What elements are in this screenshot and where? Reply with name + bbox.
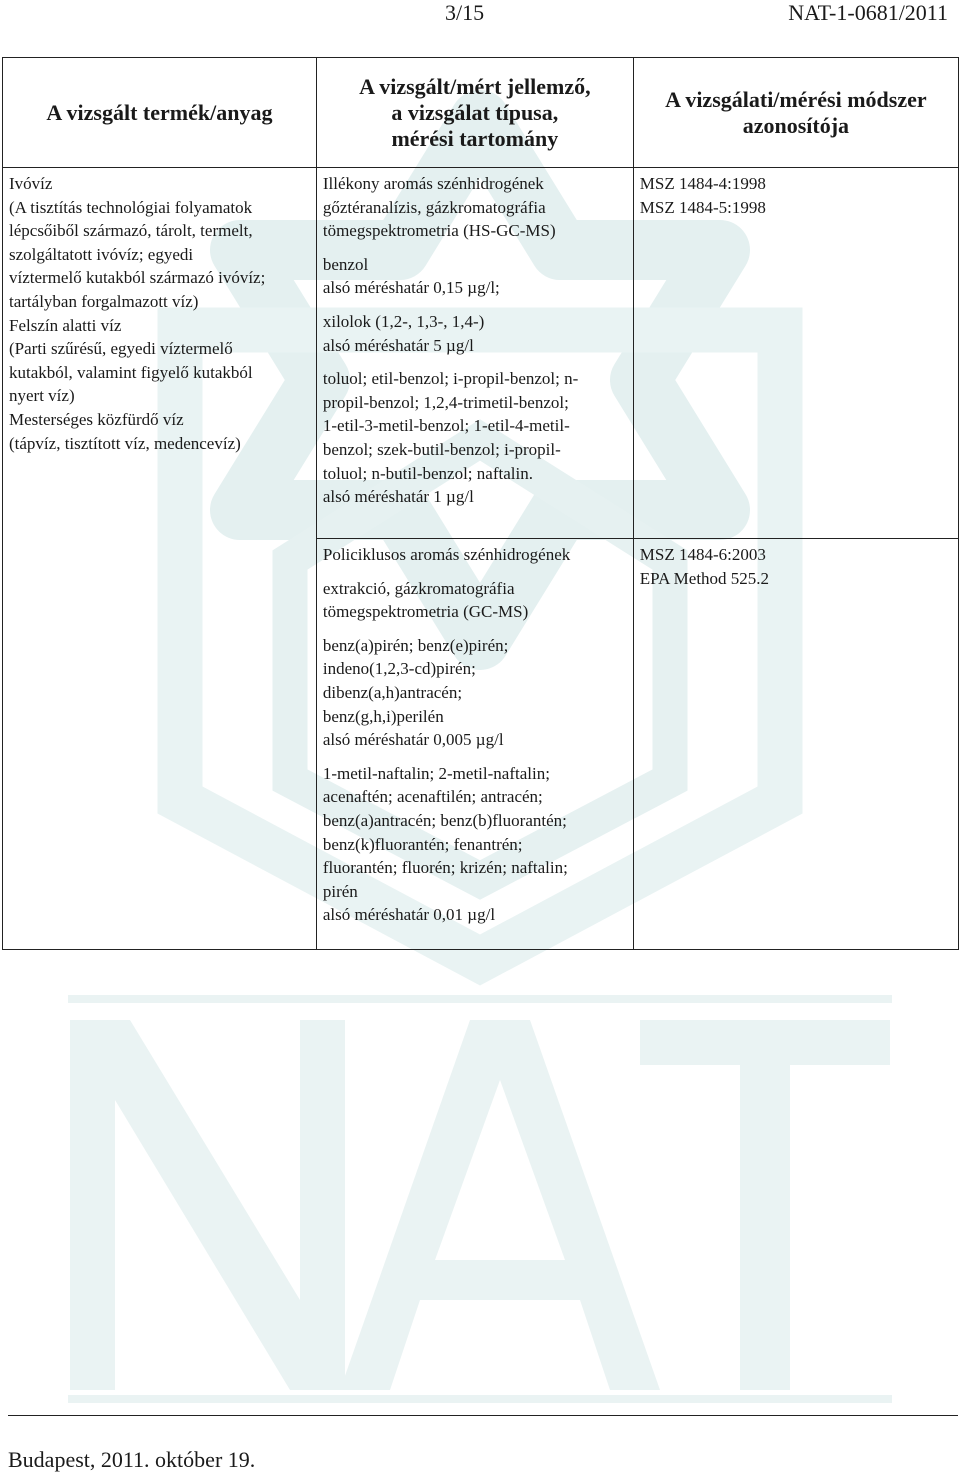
analyte-group: xilolok (1,2-, 1,3-, 1,4-) alsó méréshatár 5 µg/l — [322, 311, 485, 355]
column-header-product: A vizsgált termék/anyag — [3, 58, 317, 168]
column-header-characteristic: A vizsgált/mért jellemző, a vizsgálat típusa, mérési tartomány — [316, 58, 633, 168]
analyte-group: benz(a)pirén; benz(e)pirén; indeno(1,2,3-cd)pirén; dibenz(a,h)antracén; benz(g,h,i)perilén alsó méréshatár 0,005 µg/l — [322, 635, 509, 750]
analyte-group: benzol alsó méréshatár 0,15 µg/l; — [322, 254, 500, 298]
column-header-method: A vizsgálati/mérési módszer azonosítója — [633, 58, 958, 168]
characteristic-cell — [316, 539, 633, 950]
method-cell: MSZ 1484-6:2003 EPA Method 525.2 — [633, 539, 958, 950]
page-number: 3/15 — [445, 0, 485, 25]
document-id: NAT-1-0681/2011 — [788, 0, 948, 25]
table-row — [3, 168, 959, 539]
footer-divider — [8, 1415, 958, 1416]
analyte-group: 1-metil-naftalin; 2-metil-naftalin; acenaftén; acenaftilén; antracén; benz(a)antracén; benz(b)fluorantén; benz(k)fluorantén; fenantrén; fluorantén; fluorén; krizén; naftalin; pirén alsó méréshatár 0,01 µg/l — [322, 763, 568, 925]
footer-place-date: Budapest, 2011. október 19. — [8, 1447, 256, 1472]
analysis-type: extrakció, gázkromatográfia tömegspektrometria (GC-MS) — [322, 578, 529, 622]
product-cell: Ivóvíz (A tisztítás technológiai folyamatok lépcsőiből származó, tárolt, termelt, szolgáltatott ivóvíz; egyedi víztermelő kutakból származó ivóvíz; tartályban forgalmazott víz) Felszín alatti víz (Parti szűrésű, egyedi víztermelő kutakból, valamint figyelő kutakból nyert víz) Mesterséges közfürdő víz (tápvíz, tisztított víz, medencevíz) — [3, 168, 317, 950]
method-cell: MSZ 1484-4:1998 MSZ 1484-5:1998 — [633, 168, 958, 539]
analysis-type: Illékony aromás szénhidrogének gőztéranalízis, gázkromatográfia tömegspektrometria (HS-GC-MS) — [322, 174, 556, 241]
accreditation-scope-table — [2, 57, 959, 950]
characteristic-cell — [316, 168, 633, 539]
analysis-title: Policiklusos aromás szénhidrogének — [322, 545, 571, 564]
table-header-row — [3, 58, 959, 168]
analyte-group: toluol; etil-benzol; i-propil-benzol; n- propil-benzol; 1,2,4-trimetil-benzol; 1-etil-3-metil-benzol; 1-etil-4-metil- benzol; szek-butil-benzol; i-propil- toluol; n-butil-benzol; naftalin. alsó méréshatár 1 µg/l — [322, 369, 579, 507]
